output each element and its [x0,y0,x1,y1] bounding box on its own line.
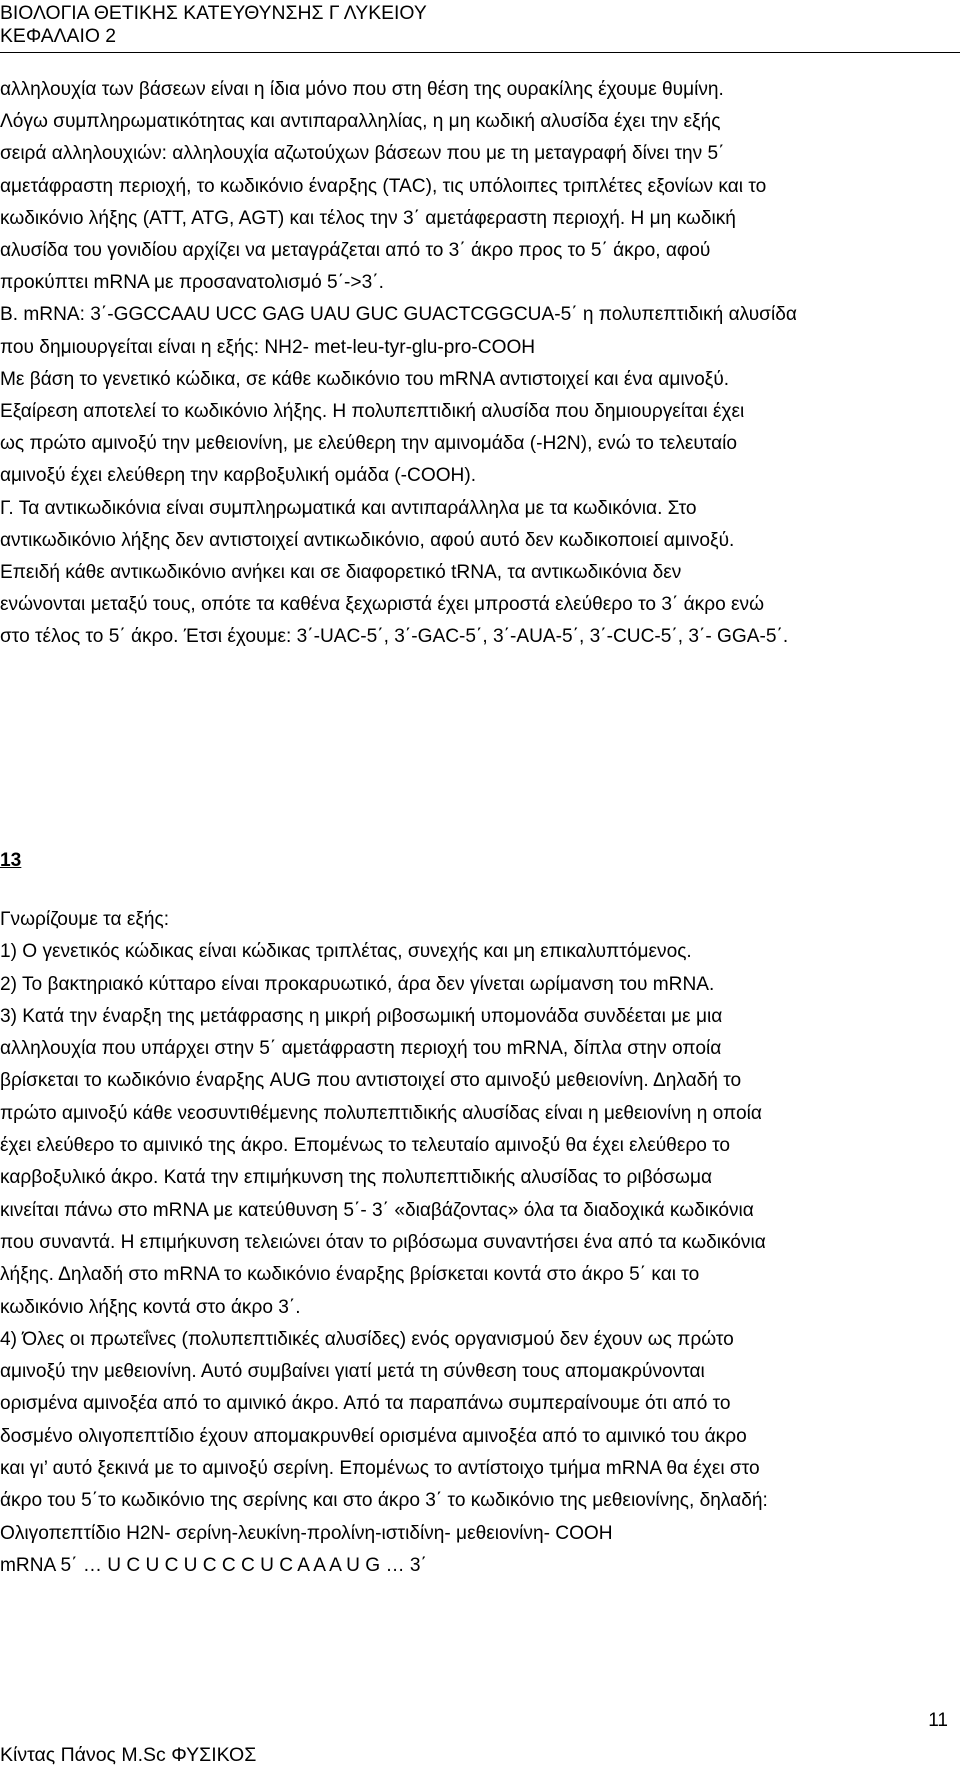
text-line: που δημιουργείται είναι η εξής: NH2- met-leu-tyr-glu-pro-COOH [0,336,536,358]
page-number: 11 [928,1710,948,1731]
text-line: Γνωρίζουμε τα εξής: [0,909,170,930]
text-line: Β. mRNA: 3΄-GGCCAAU UCC GAG UAU GUC GUACTCGGCUA-5΄ η πολυπεπτιδική αλυσίδα [0,304,797,326]
exercise-number: 13 [0,850,22,871]
text-line: Λόγω συμπληρωματικότητας και αντιπαραλληλίας, η μη κωδική αλυσίδα έχει την εξής [0,111,721,133]
text-line: αμινοξύ την μεθειονίνη. Αυτό συμβαίνει γιατί μετά τη σύνθεση τους απομακρύνονται [0,1361,705,1383]
text-line: αλληλουχία των βάσεων είναι η ίδια μόνο που στη θέση της ουρακίλης έχουμε θυμίνη. [0,79,724,100]
text-line: που συναντά. Η επιμήκυνση τελειώνει όταν το ριβόσωμα συναντήσει ένα από τα κωδικόνια [0,1231,766,1253]
text-line: Με βάση το γενετικό κώδικα, σε κάθε κωδικόνιο του mRNA αντιστοιχεί και ένα αμινοξύ. [0,368,730,390]
text-line: ενώνονται μεταξύ τους, οπότε τα καθένα ξεχωριστά έχει μπροστά ελεύθερο το 3΄ άκρο ενώ [0,594,765,616]
text-line: βρίσκεται το κωδικόνιο έναρξης AUG που αντιστοιχεί στο αμινοξύ μεθειονίνη. Δηλαδή το [0,1070,742,1092]
text-line: αντικωδικόνιο λήξης δεν αντιστοιχεί αντικωδικόνιο, αφού αυτό δεν κωδικοποιεί αμινοξύ. [0,529,735,551]
text-line: Ολιγοπεπτίδιο H2N- σερίνη-λευκίνη-προλίνη-ιστιδίνη- μεθειονίνη- COOH [0,1522,613,1544]
text-line: 4) Όλες οι πρωτεΐνες (πολυπεπτιδικές αλυσίδες) ενός οργανισμού δεν έχουν ως πρώτο [0,1328,734,1350]
text-line: σειρά αλληλουχιών: αλληλουχία αζωτούχων βάσεων που με τη μεταγραφή δίνει την 5΄ [0,143,725,165]
text-line: έχει ελεύθερο το αμινικό της άκρο. Επομένως το τελευταίο αμινοξύ θα έχει ελεύθερο το [0,1135,731,1157]
page-footer-author: Κίντας Πάνος Μ.Sc ΦΥΣΙΚΟΣ [0,1744,257,1766]
text-line: αλληλουχία που υπάρχει στην 5΄ αμετάφραστη περιοχή του mRNA, δίπλα στην οποία [0,1038,722,1060]
page-header [0,2,960,48]
text-line: και γι’ αυτό ξεκινά με το αμινοξύ σερίνη. Επομένως το αντίστοιχο τμήμα mRNA θα έχει στο [0,1458,760,1480]
text-line: Γ. Τα αντικωδικόνια είναι συμπληρωματικά και αντιπαράλληλα με τα κωδικόνια. Στο [0,497,697,519]
answer-part-1 [0,74,958,654]
text-line: πρώτο αμινοξύ κάθε νεοσυντιθέμενης πολυπεπτιδικής αλυσίδας είναι η μεθειονίνη η οποία [0,1102,762,1124]
text-line: άκρο του 5΄το κωδικόνιο της σερίνης και στο άκρο 3΄ το κωδικόνιο της μεθειονίνης, δηλαδή: [0,1490,768,1512]
header-course-title: ΒΙΟΛΟΓΙΑ ΘΕΤΙΚΗΣ ΚΑΤΕΥΘΥΝΣΗΣ Γ ΛΥΚΕΙΟΥ [0,2,427,24]
text-line: στο τέλος το 5΄ άκρο. Έτσι έχουμε: 3΄-UAC-5΄, 3΄-GAC-5΄, 3΄-AUA-5΄, 3΄-CUC-5΄, 3΄- GGA-5΄. [0,626,789,648]
text-line: κινείται πάνω στο mRNA με κατεύθυνση 5΄- 3΄ «διαβάζοντας» όλα τα διαδοχικά κωδικόνια [0,1199,754,1221]
text-line: αμινοξύ έχει ελεύθερη την καρβοξυλική ομάδα (-COOH). [0,465,477,487]
text-line: δοσμένο ολιγοπεπτίδιο έχουν απομακρυνθεί ορισμένα αμινοξέα από το αμινικό του άκρο [0,1425,747,1447]
text-line: mRNA 5΄ … U C U C U C C C U C A A A U G … 3΄ [0,1554,427,1576]
text-line: προκύπτει mRNA με προσανατολισμό 5΄->3΄. [0,272,384,294]
text-line: 3) Κατά την έναρξη της μετάφρασης η μικρή ριβοσωμική υπομονάδα συνδέεται με μια [0,1005,723,1027]
text-line: κωδικόνιο λήξης κοντά στο άκρο 3΄. [0,1296,301,1318]
text-line: Εξαίρεση αποτελεί το κωδικόνιο λήξης. Η πολυπεπτιδική αλυσίδα που δημιουργείται έχει [0,401,745,423]
text-line: ως πρώτο αμινοξύ την μεθειονίνη, με ελεύθερη την αμινομάδα (-H2N), ενώ το τελευταίο [0,433,738,455]
answer-part-2 [0,904,958,1582]
text-line: κωδικόνιο λήξης (ATT, ATG, AGT) και τέλος την 3΄ αμετάφεραστη περιοχή. Η μη κωδική [0,207,736,229]
header-chapter: ΚΕΦΑΛΑΙΟ 2 [0,25,117,47]
text-line: αλυσίδα του γονιδίου αρχίζει να μεταγράζεται από το 3΄ άκρο προς το 5΄ άκρο, αφού [0,240,711,262]
text-line: ορισμένα αμινοξέα από το αμινικό άκρο. Από τα παραπάνω συμπεραίνουμε ότι από το [0,1393,731,1415]
text-line: 1) Ο γενετικός κώδικας είναι κώδικας τριπλέτας, συνεχής και μη επικαλυπτόμενος. [0,941,692,963]
text-line: καρβοξυλικό άκρο. Κατά την επιμήκυνση της πολυπεπτιδικής αλυσίδας το ριβόσωμα [0,1167,713,1189]
text-line: λήξης. Δηλαδή στο mRNA το κωδικόνιο έναρξης βρίσκεται κοντά στο άκρο 5΄ και το [0,1264,700,1286]
text-line: αμετάφραστη περιοχή, το κωδικόνιο έναρξης (TAC), τις υπόλοιπες τριπλέτες εξονίων και το [0,175,767,197]
header-divider [0,52,960,53]
text-line: Επειδή κάθε αντικωδικόνιο ανήκει και σε διαφορετικό tRNA, τα αντικωδικόνια δεν [0,562,682,584]
text-line: 2) Το βακτηριακό κύτταρο είναι προκαρυωτικό, άρα δεν γίνεται ωρίμανση του mRNA. [0,973,715,995]
